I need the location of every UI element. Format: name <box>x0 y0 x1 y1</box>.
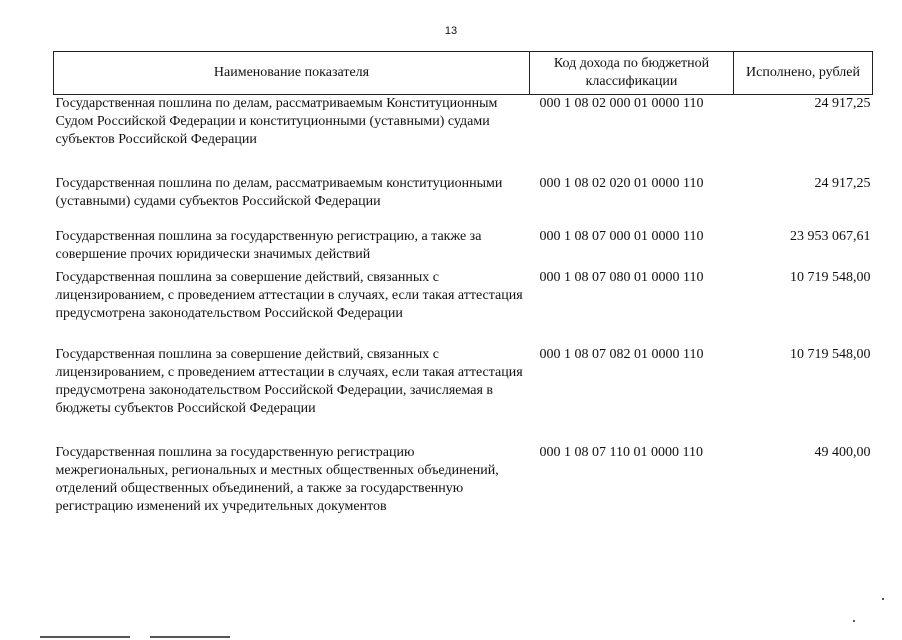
row-code: 000 1 08 02 020 01 0000 110 <box>539 175 704 191</box>
table-row <box>54 175 873 228</box>
row-name: Государственная пошлина по делам, рассматриваемым конституционными (уставными) судами субъектов Российской Федерации <box>55 175 503 209</box>
row-name: Государственная пошлина по делам, рассматриваемым Конституционным Судом Российской Федерации и конституционными (уставными) судами субъектов Российской Федерации <box>55 96 498 147</box>
header-amount: Исполнено, рублей <box>734 52 873 95</box>
row-amount: 24 917,25 <box>814 175 871 191</box>
row-amount: 24 917,25 <box>814 96 871 111</box>
table-row <box>54 95 873 175</box>
scan-artifact-line <box>40 636 130 638</box>
row-amount: 49 400,00 <box>814 444 871 460</box>
table-row <box>54 269 873 346</box>
row-name: Государственная пошлина за совершение действий, связанных с лицензированием, с проведением аттестации в случаях, если такая аттестация предусмотрена законодательством Российской Федерации, зачисляемая в бюджеты субъектов Российской Федерации <box>55 346 523 416</box>
page-number: 13 <box>444 25 458 37</box>
row-name: Государственная пошлина за совершение действий, связанных с лицензированием, с проведением аттестации в случаях, если такая аттестация предусмотрена законодательством Российской Федерации <box>55 269 523 321</box>
header-name: Наименование показателя <box>54 52 530 95</box>
row-code: 000 1 08 07 110 01 0000 110 <box>539 444 703 460</box>
row-code: 000 1 08 02 000 01 0000 110 <box>539 96 704 111</box>
row-code: 000 1 08 07 000 01 0000 110 <box>539 228 704 244</box>
revenue-table-container <box>53 51 872 539</box>
table-row <box>54 228 873 269</box>
row-name: Государственная пошлина за государственную регистрацию межрегиональных, региональных и местных общественных объединений, отделений общественных объединений, а также за государственную регистрацию изменений их учредительных документов <box>55 444 499 514</box>
row-amount: 23 953 067,61 <box>790 228 871 244</box>
row-code: 000 1 08 07 082 01 0000 110 <box>539 346 704 362</box>
row-amount: 10 719 548,00 <box>790 269 871 285</box>
scan-artifact-dot <box>853 620 855 622</box>
header-code: Код дохода по бюджетной классификации <box>530 52 734 95</box>
revenue-table <box>53 51 873 539</box>
row-amount: 10 719 548,00 <box>790 346 871 362</box>
scan-artifact-dot <box>882 598 884 600</box>
row-code: 000 1 08 07 080 01 0000 110 <box>539 269 704 285</box>
table-row <box>54 346 873 444</box>
scan-artifact-line <box>150 636 230 638</box>
table-header-row <box>54 52 873 95</box>
row-name: Государственная пошлина за государственную регистрацию, а также за совершение прочих юридически значимых действий <box>55 228 482 262</box>
table-row <box>54 444 873 539</box>
